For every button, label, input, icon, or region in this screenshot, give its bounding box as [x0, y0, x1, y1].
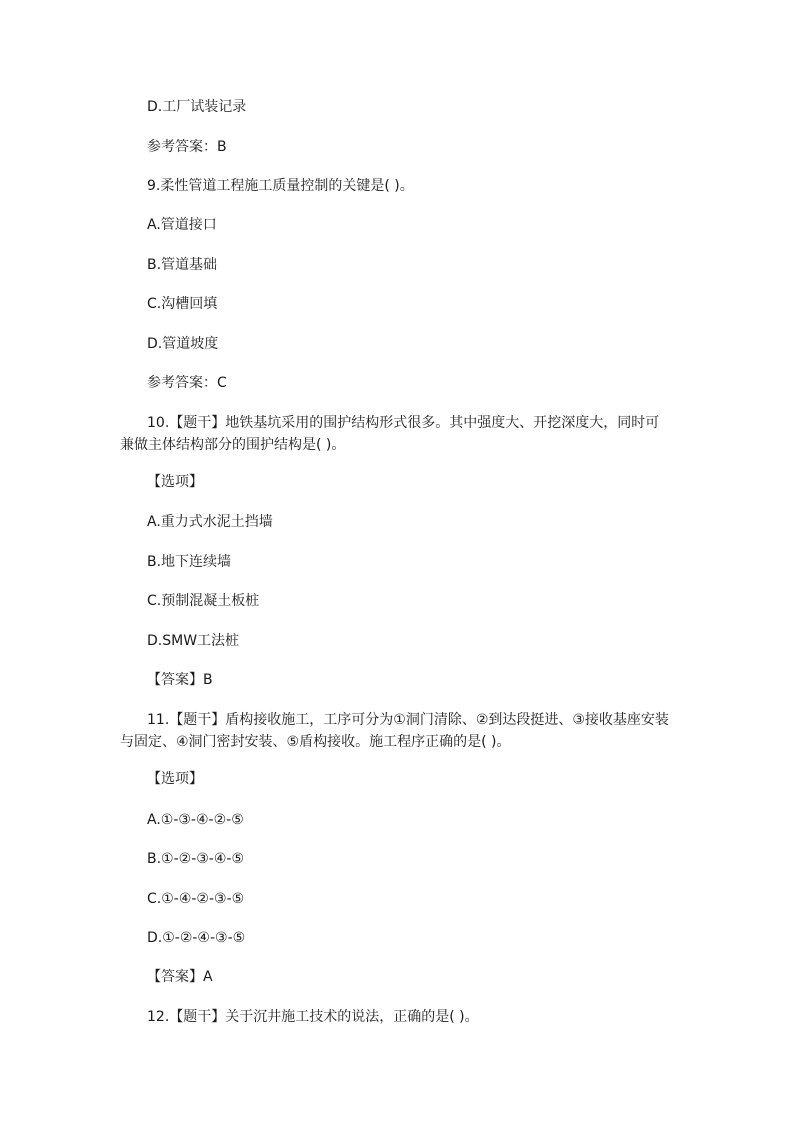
options-header: 【选项】: [147, 771, 203, 787]
options-header: 【选项】: [147, 474, 203, 490]
option-c-text: C.预制混凝土板桩: [147, 593, 260, 609]
question-12-stem: 12.【题干】关于沉井施工技术的说法，正确的是( )。: [147, 1009, 479, 1025]
option-b-text: B.管道基础: [147, 257, 218, 273]
question-10-stem: 10.【题干】地铁基坑采用的围护结构形式很多。其中强度大、开挖深度大，同时可兼做主体结构部分的围护结构是( )。: [120, 415, 660, 453]
option-a-text: A.①-③-④-②-⑤: [147, 812, 244, 828]
option-d-text: D.工厂试装记录: [147, 99, 247, 115]
answer-line: 【答案】B: [147, 672, 213, 688]
option-d-text: D.管道坡度: [147, 336, 219, 352]
option-d-text: D.SMW工法桩: [147, 633, 240, 649]
question-9-stem: 9.柔性管道工程施工质量控制的关键是( )。: [147, 178, 414, 194]
option-c-text: C.沟槽回填: [147, 296, 218, 312]
question-11-stem: 11.【题干】盾构接收施工，工序可分为①洞门清除、②到达段挺进、③接收基座安装与固定、④洞门密封安装、⑤盾构接收。施工程序正确的是( )。: [120, 712, 669, 750]
answer-line: 参考答案：B: [147, 139, 227, 155]
option-a-text: A.重力式水泥土挡墙: [147, 514, 273, 530]
option-b-text: B.①-②-③-④-⑤: [147, 851, 245, 867]
answer-line: 【答案】A: [147, 969, 213, 985]
option-b-text: B.地下连续墙: [147, 554, 232, 570]
option-d-text: D.①-②-④-③-⑤: [147, 930, 246, 946]
option-c-text: C.①-④-②-③-⑤: [147, 891, 245, 907]
answer-line: 参考答案：C: [147, 375, 227, 391]
option-a-text: A.管道接口: [147, 217, 217, 233]
